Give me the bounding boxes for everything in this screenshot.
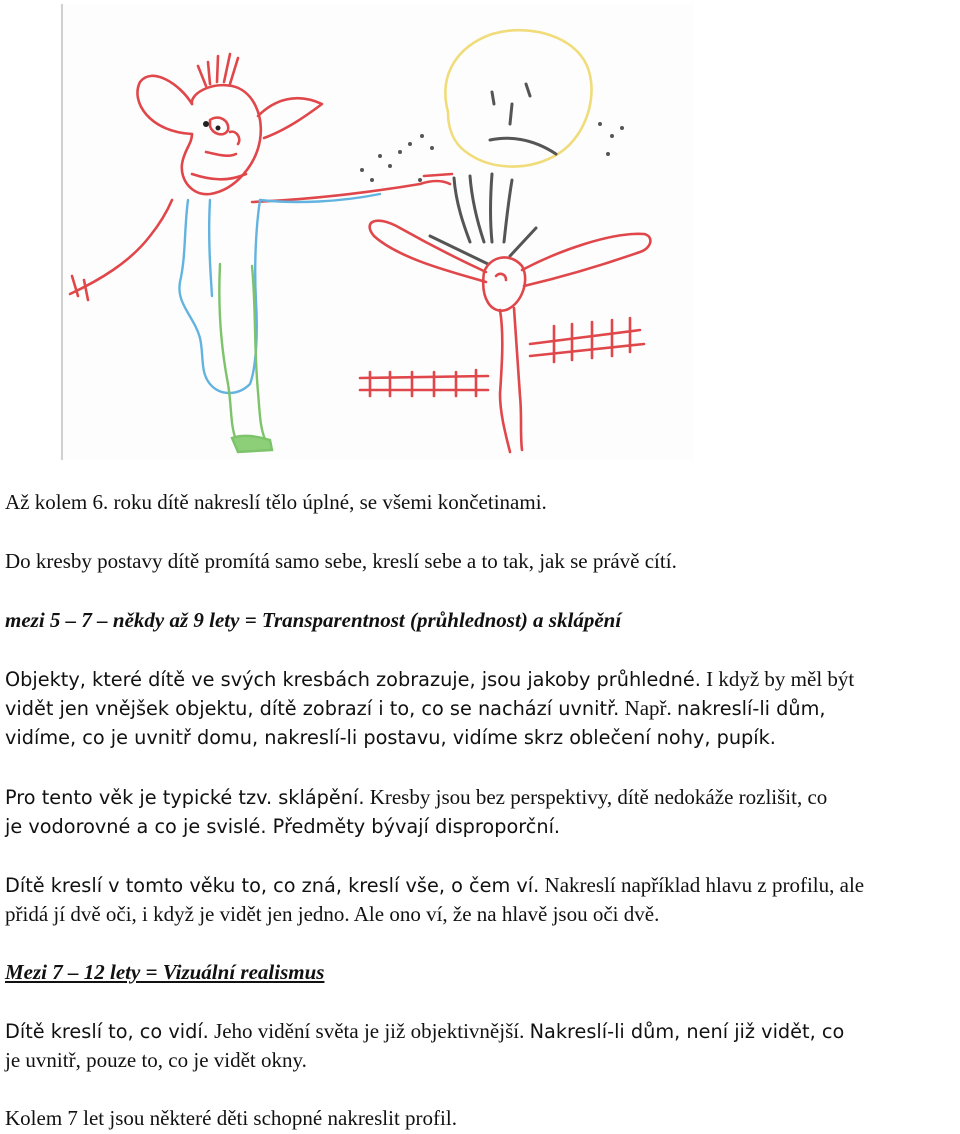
text-fragment: Objekty, které dítě ve svých kresbách zobrazuje, jsou jakoby průhledné.	[5, 668, 701, 691]
text-fragment: Kresby jsou bez perspektivy, dítě nedokáže rozlišit, co	[369, 785, 828, 809]
text-fragment: je vodorovné a co je svislé. Předměty bývají disproporční.	[5, 815, 561, 838]
child-drawing-two-figures-icon	[60, 4, 694, 460]
text-fragment: Dítě kreslí to, co vidí.	[5, 1020, 209, 1043]
text-fragment: přidá jí dvě oči, i když je vidět jen jedno. Ale ono ví, že na hlavě jsou oči dvě.	[5, 902, 660, 926]
paragraph-knowledge	[5, 871, 960, 929]
text-fragment: Jeho vidění světa je již objektivnější.	[214, 1019, 525, 1043]
child-drawing-figure	[60, 4, 694, 460]
text-fragment: Dítě kreslí v tomto věku to, co zná, kreslí vše, o čem ví.	[5, 874, 540, 897]
text-fragment: Pro tento věk je typické tzv. sklápění.	[5, 786, 365, 809]
text-fragment: nakreslí-li dům,	[677, 697, 826, 720]
paragraph-body-completeness: Až kolem 6. roku dítě nakreslí tělo úplné, se všemi končetinami.	[5, 490, 547, 514]
text-fragment: vidět jen vnějšek objektu, dítě zobrazí i to, co se nachází uvnitř.	[5, 697, 620, 720]
text-fragment: je uvnitř, pouze to, co je vidět okny.	[5, 1048, 307, 1072]
text-fragment: Nakreslí-li dům, není již vidět, co	[529, 1020, 845, 1043]
paragraph-folding	[5, 783, 960, 841]
paragraph-profile: Kolem 7 let jsou některé děti schopné nakreslit profil.	[5, 1106, 457, 1130]
text-fragment: Např.	[624, 696, 672, 720]
paragraph-self-projection: Do kresby postavy dítě promítá samo sebe, kreslí sebe a to tak, jak se právě cítí.	[5, 549, 677, 573]
heading-visual-realism: Mezi 7 – 12 lety = Vizuální realismus	[5, 960, 325, 984]
paragraph-visual-realism	[5, 1017, 960, 1075]
text-fragment: vidíme, co je uvnitř domu, nakreslí-li postavu, vidíme skrz oblečení nohy, pupík.	[5, 726, 776, 749]
heading-transparency: mezi 5 – 7 – někdy až 9 lety = Transparentnost (průhlednost) a sklápění	[5, 608, 622, 632]
paragraph-transparency	[5, 665, 960, 752]
text-fragment: I když by měl být	[706, 667, 855, 691]
text-fragment: Nakreslí například hlavu z profilu, ale	[544, 873, 865, 897]
